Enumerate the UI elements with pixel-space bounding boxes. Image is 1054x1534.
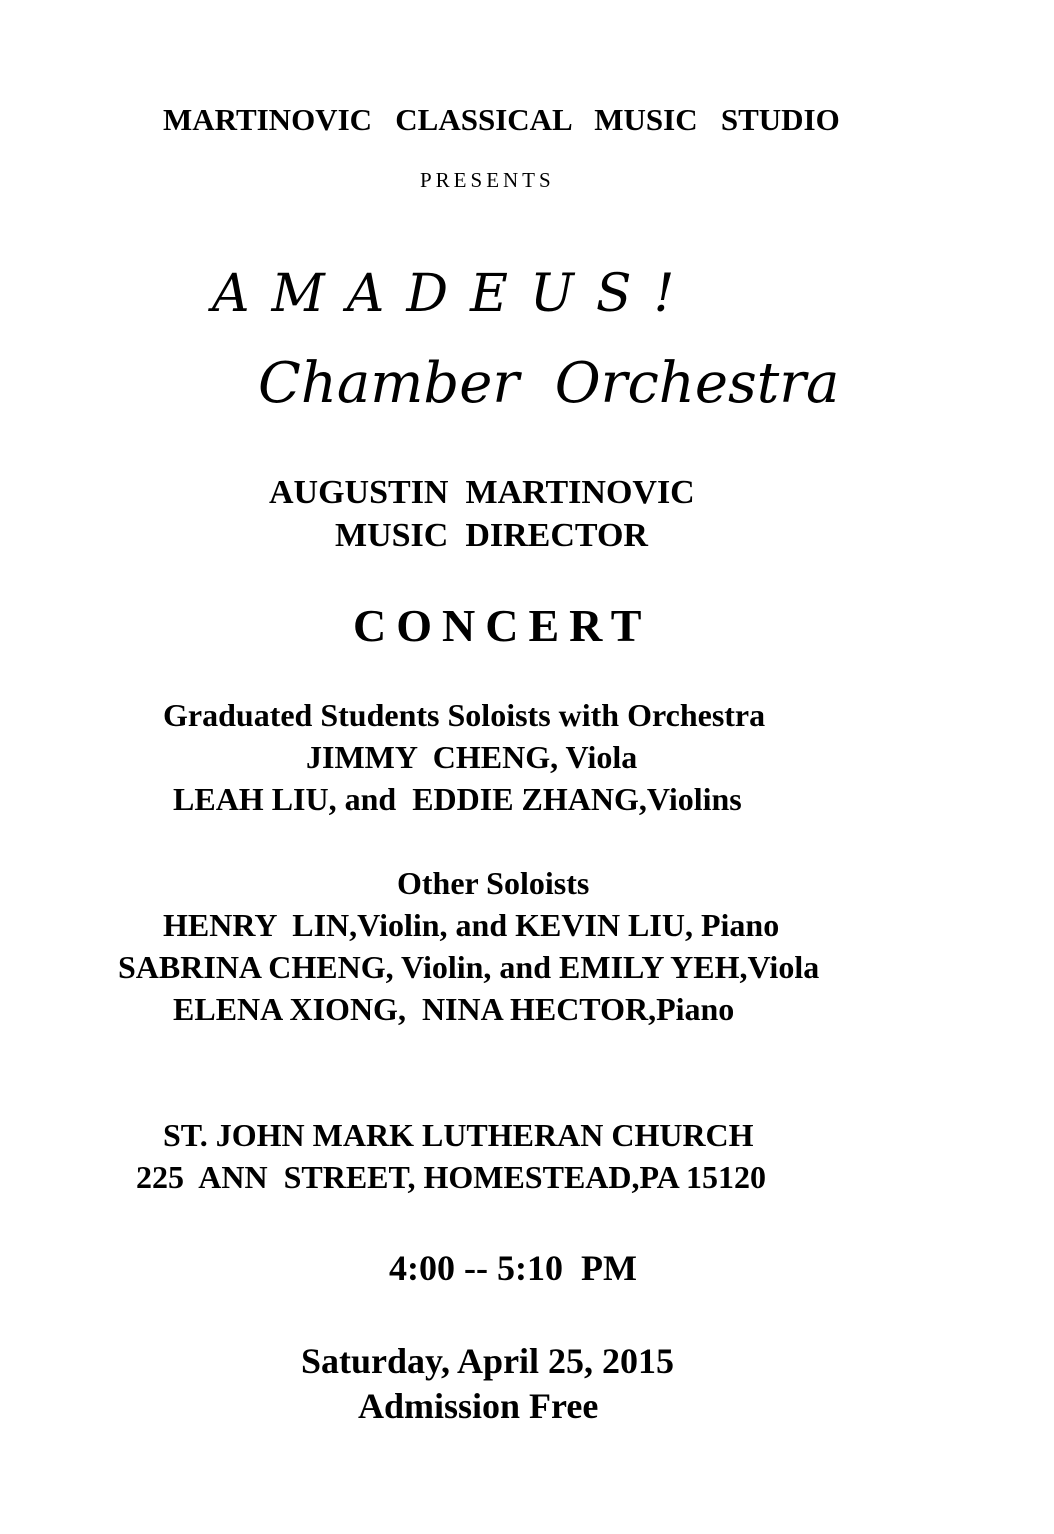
ensemble-subtitle: Chamber Orchestra — [258, 351, 840, 416]
venue-name: ST. JOHN MARK LUTHERAN CHURCH — [163, 1117, 754, 1153]
graduated-soloists-heading: Graduated Students Soloists with Orchestra — [163, 697, 766, 733]
event-type: CONCERT — [353, 600, 652, 651]
studio-name: MARTINOVIC CLASSICAL MUSIC STUDIO — [163, 102, 840, 137]
admission-note: Admission Free — [358, 1386, 599, 1426]
venue-address: 225 ANN STREET, HOMESTEAD,PA 15120 — [136, 1159, 767, 1195]
event-date: Saturday, April 25, 2015 — [301, 1341, 675, 1381]
ensemble-title: AMADEUS! — [212, 264, 697, 324]
soloist-line: SABRINA CHENG, Violin, and EMILY YEH,Viola — [118, 949, 820, 985]
event-time: 4:00 -- 5:10 PM — [389, 1248, 637, 1288]
other-soloists-heading: Other Soloists — [397, 865, 590, 901]
soloist-line: HENRY LIN,Violin, and KEVIN LIU, Piano — [163, 907, 780, 943]
soloist-line: JIMMY CHENG, Viola — [306, 739, 638, 775]
director-name: AUGUSTIN MARTINOVIC — [269, 474, 695, 511]
soloist-line: LEAH LIU, and EDDIE ZHANG,Violins — [173, 781, 742, 817]
director-role: MUSIC DIRECTOR — [335, 517, 648, 554]
soloist-line: ELENA XIONG, NINA HECTOR,Piano — [173, 991, 735, 1027]
presents-label: PRESENTS — [420, 168, 555, 192]
